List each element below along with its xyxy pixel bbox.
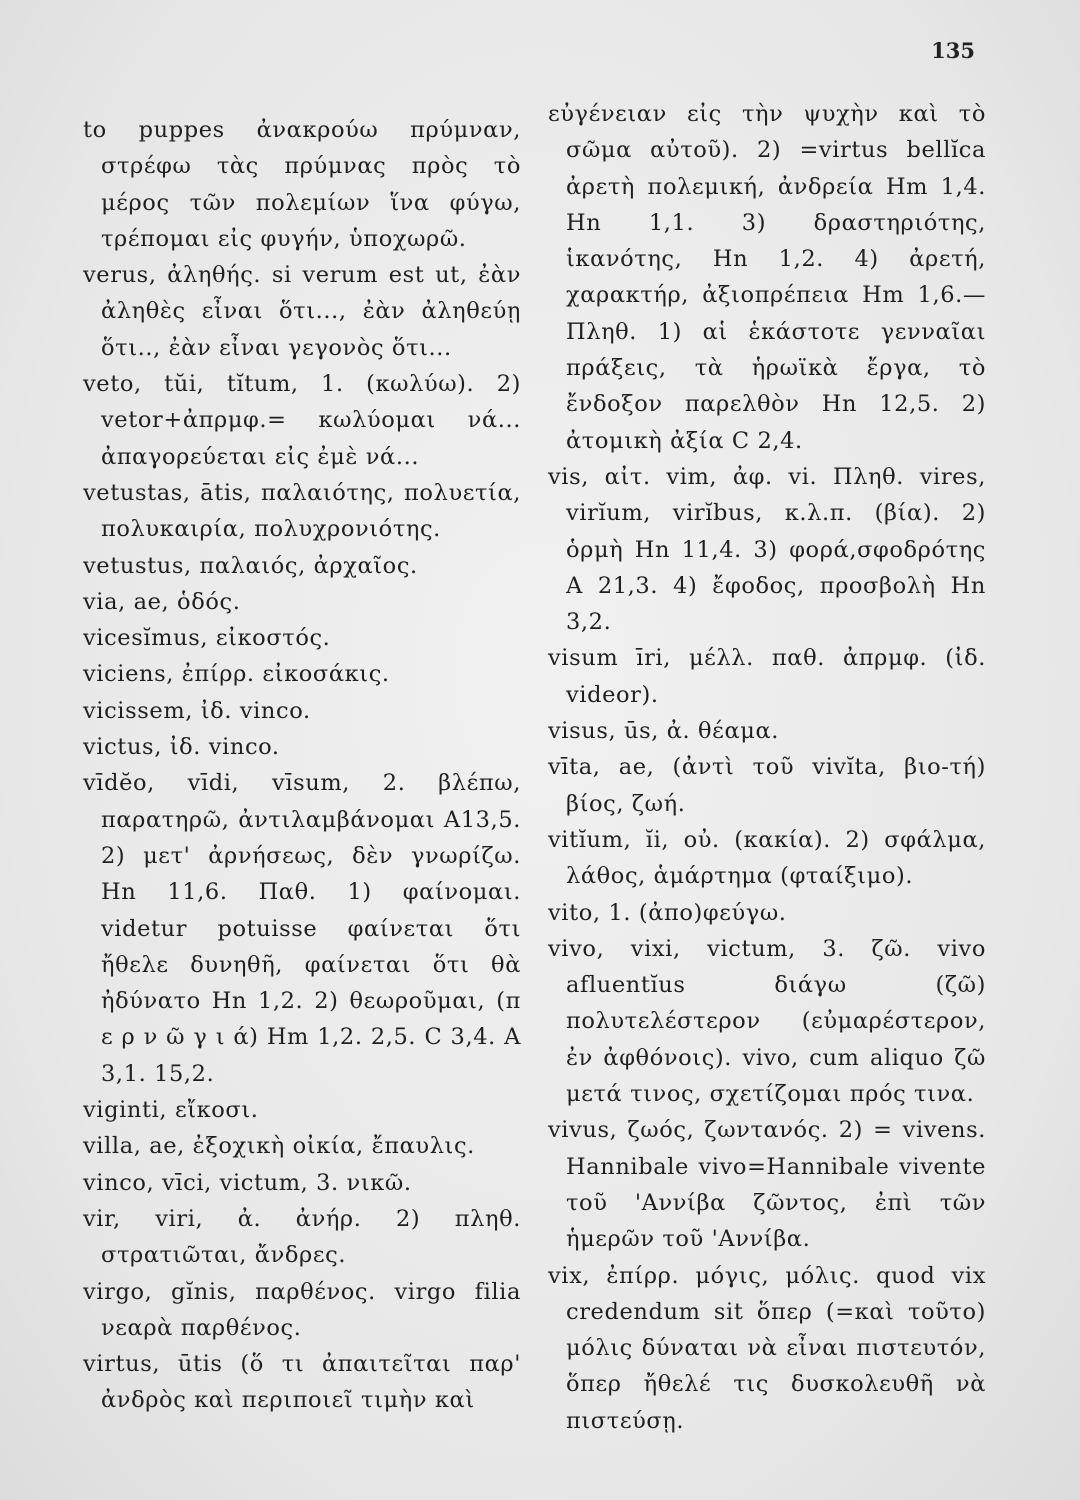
entry-text: vitĭum, ĭi, οὐ. (κακία). 2) σφάλμα, λάθος, ἁμάρτημα (φταίξιμο).	[548, 826, 986, 890]
entry	[83, 548, 521, 584]
entry-text: veto, tŭi, tĭtum, 1. (κωλύω). 2) vetor+ἀπρμφ.= κωλύομαι νά... ἀπαγορεύεται εἰς ἐμὲ νά...	[83, 371, 521, 470]
entry-text: vetustas, ātis, παλαιότης, πολυετία, πολυκαιρία, πολυχρονιότης.	[83, 479, 521, 543]
entry-text: virgo, gĭnis, παρθένος. virgo filia νεαρὰ παρθένος.	[83, 1278, 521, 1341]
entry-text: εὐγένειαν εἰς τὴν ψυχὴν καὶ τὸ σῶμα αὐτοῦ). 2) =virtus bellĭca ἀρετὴ πολεμική, ἀνδρεία Hm 1,4. Hn 1,1. 3) δραστηριότης, ἱκανότης, Hn 1,2. 4) ἀρετή, χαρακτήρ, ἀξιοπρέπεια Hm 1,6.— Πληθ. 1) αἱ ἑκάστοτε γενναῖαι πράξεις, τὰ ἡρωϊκὰ ἔργα, τὸ ἔνδοξον παρελθὸν Hn 12,5. 2) ἀτομικὴ ἀξία C 2,4.	[548, 101, 986, 454]
entry-text: vir, viri, ἀ. ἀνήρ. 2) πληθ. στρατιῶται, ἄνδρες.	[83, 1205, 521, 1269]
entry-text: vivus, ζωός, ζωντανός. 2) = vivens. Hannibale vivo=Hannibale vivente τοῦ 'Αννίβα ζῶντος, ἐπὶ τῶν ἡμερῶν τοῦ 'Αννίβα.	[548, 1117, 986, 1253]
entry-text: via, ae, ὁδός.	[83, 588, 241, 615]
entry	[83, 1165, 521, 1201]
entry	[83, 765, 521, 1092]
entry-text: visus, ūs, ἀ. θέαμα.	[548, 718, 780, 745]
entry-text: viginti, εἴκοσι.	[83, 1097, 259, 1124]
entry-text: vetustus, παλαιός, ἀρχαῖος.	[83, 552, 418, 579]
entry	[83, 620, 521, 656]
entry	[83, 1346, 521, 1419]
entry-text: visum īri, μέλλ. παθ. ἀπρμφ. (ἰδ. videor).	[548, 645, 986, 708]
entry	[83, 366, 521, 475]
entry	[83, 584, 521, 620]
entry	[548, 895, 986, 931]
entry-text: vivo, vixi, victum, 3. ζῶ. vivo afluentĭus διάγω (ζῶ) πολυτελέστερον (εὐμαρέστερον, ἐν ἀφθόνοις). vivo, cum aliquo ζῶ μετά τινος, σχετίζομαι πρός τινα.	[548, 935, 986, 1108]
entry	[548, 96, 986, 459]
entry-text: victus, ἰδ. vinco.	[83, 734, 280, 761]
entry	[83, 656, 521, 692]
entry-text: viciens, ἐπίρρ. εἰκοσάκις.	[83, 661, 390, 688]
entry	[548, 1258, 986, 1439]
entry-text: vis, αἰτ. vim, ἀφ. vi. Πληθ. vires, virĭum, virĭbus, κ.λ.π. (βία). 2) ὁρμὴ Hn 11,4. 3) φορά,σφοδρότης A 21,3. 4) ἔφοδος, προσβολὴ Hn 3,2.	[548, 463, 986, 636]
entry	[548, 640, 986, 713]
entry-text: vicissem, ἰδ. vinco.	[83, 697, 311, 724]
entry	[83, 1092, 521, 1128]
entry	[83, 475, 521, 548]
left-column	[83, 112, 521, 1419]
entry-text: villa, ae, ἐξοχικὴ οἰκία, ἔπαυλις.	[83, 1133, 475, 1160]
entry-text: to puppes ἀνακρούω πρύμναν, στρέφω τὰς πρύμνας πρὸς τὸ μέρος τῶν πολεμίων ἵνα φύγω, τρέπομαι εἰς φυγήν, ὑποχωρῶ.	[83, 117, 521, 252]
entry	[548, 1112, 986, 1257]
entry-text: verus, ἀληθής. si verum est ut, ἐὰν ἀληθὲς εἶναι ὅτι..., ἐὰν ἀληθεύῃ ὅτι.., ἐὰν εἶναι γεγονὸς ὅτι...	[83, 262, 521, 361]
entry-text: virtus, ūtis (ὅ τι ἀπαιτεῖται παρ' ἀνδρὸς καὶ περιποιεῖ τιμὴν καὶ	[83, 1351, 521, 1414]
entry	[83, 1128, 521, 1164]
entry-text: vinco, vīci, victum, 3. νικῶ.	[83, 1169, 412, 1196]
entry	[548, 459, 986, 640]
entry-text: vīdĕo, vīdi, vīsum, 2. βλέπω, παρατηρῶ, ἀντιλαμβάνομαι A13,5. 2) μετ' ἀρνήσεως, δὲν γνωρίζω. Hn 11,6. Παθ. 1) φαίνομαι. videtur potuisse φαίνεται ὅτι ἤθελε δυνηθῆ, φαίνεται ὅτι θὰ ἠδύνατο Hn 1,2. 2) θεωροῦμαι, (π ε ρ ν ῶ γ ι ά) Hm 1,2. 2,5. C 3,4. A 3,1. 15,2.	[83, 770, 521, 1087]
entry-text: vito, 1. (ἀπο)φεύγω.	[548, 899, 787, 926]
entry-text: vix, ἐπίρρ. μόγις, μόλις. quod vix credendum sit ὅπερ (=καὶ τοῦτο) μόλις δύναται νὰ εἶναι πιστευτόν, ὅπερ ἤθελέ τις δυσκολευθῆ νὰ πιστεύσῃ.	[548, 1262, 986, 1434]
entry	[83, 1201, 521, 1274]
entry	[83, 729, 521, 765]
entry	[548, 931, 986, 1112]
entry	[83, 693, 521, 729]
right-column	[548, 96, 986, 1439]
entry	[548, 713, 986, 749]
entry	[83, 1274, 521, 1347]
entry	[548, 822, 986, 895]
entry-text: vīta, ae, (ἀντὶ τοῦ vivĭta, βιο-τή) βίος, ζωή.	[548, 754, 986, 817]
entry-text: vicesĭmus, εἰκοστός.	[83, 625, 331, 652]
entry	[83, 112, 521, 257]
entry	[83, 257, 521, 366]
page-number: 135	[931, 38, 975, 63]
entry	[548, 749, 986, 822]
